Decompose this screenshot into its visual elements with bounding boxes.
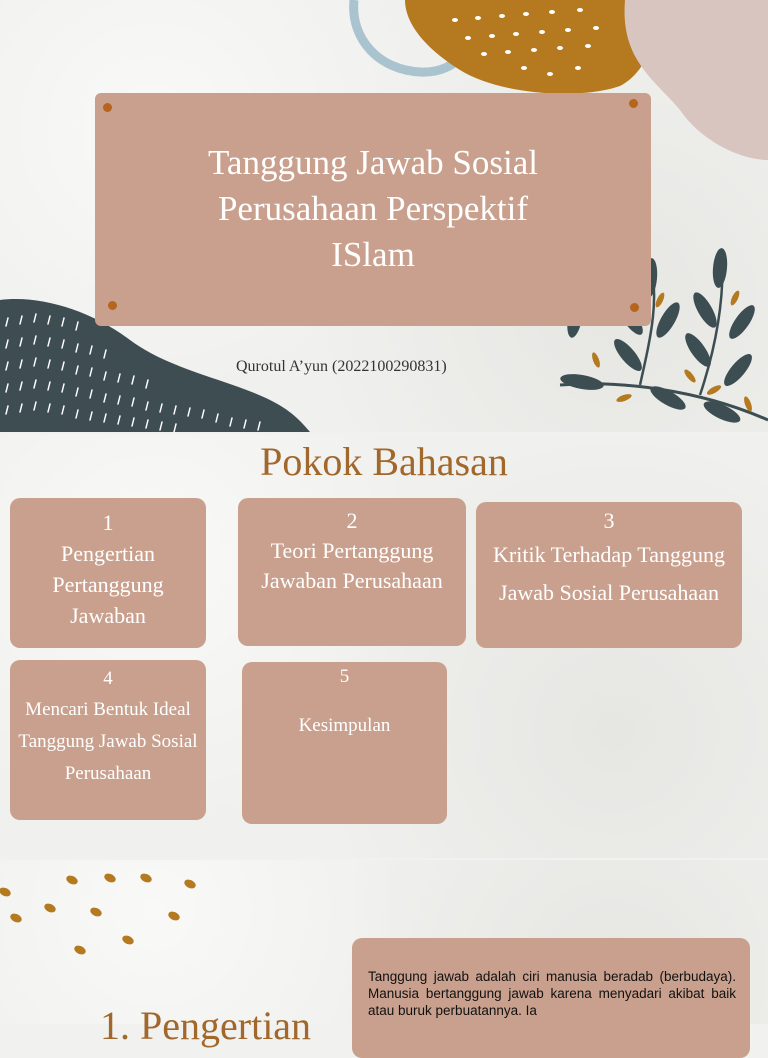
topic-card-2[interactable]: [238, 498, 466, 646]
title-slide: [0, 0, 768, 432]
topic-card-4[interactable]: [10, 660, 206, 820]
topic-number: 4: [103, 668, 113, 689]
mustard-dots-decoration: [0, 860, 220, 970]
definition-card: [352, 938, 750, 1058]
topic-label: Teori Pertanggung Jawaban Perusahaan: [261, 538, 443, 593]
topic-label: Kritik Terhadap Tanggung Jawab Sosial Perusahaan: [493, 542, 725, 605]
pin-decoration: [630, 303, 639, 312]
topic-label: Mencari Bentuk Ideal Tanggung Jawab Sosial Perusahaan: [18, 699, 198, 784]
outline-slide: [0, 434, 768, 858]
presentation-title: Tanggung Jawab Sosial Perusahaan Perspektif ISlam: [207, 143, 538, 274]
definition-paragraph: Tanggung jawab adalah ciri manusia beradab (berbudaya). Manusia bertanggung jawab karena menyadari akibat baik atau buruk perbuatannya. Ia: [368, 969, 736, 1018]
topic-number: 5: [339, 666, 350, 687]
pin-decoration: [108, 301, 117, 310]
mustard-blob-decoration: [405, 0, 654, 94]
topic-number: 2: [346, 508, 358, 533]
pin-decoration: [103, 103, 112, 112]
author-name: Qurotul A’yun (2022100290831): [236, 358, 447, 375]
definition-slide: [0, 860, 768, 1048]
topic-number: 3: [603, 508, 615, 533]
topic-label: Pengertian Pertanggung Jawaban: [52, 541, 164, 628]
topic-label: Kesimpulan: [298, 715, 391, 736]
pin-decoration: [629, 99, 638, 108]
topic-card-5[interactable]: [242, 662, 447, 824]
topic-card-3[interactable]: [476, 502, 742, 648]
outline-heading: Pokok Bahasan: [260, 439, 508, 484]
topic-number: 1: [102, 510, 114, 535]
topic-card-1[interactable]: [10, 498, 206, 648]
section-heading: 1. Pengertian: [100, 1003, 312, 1048]
